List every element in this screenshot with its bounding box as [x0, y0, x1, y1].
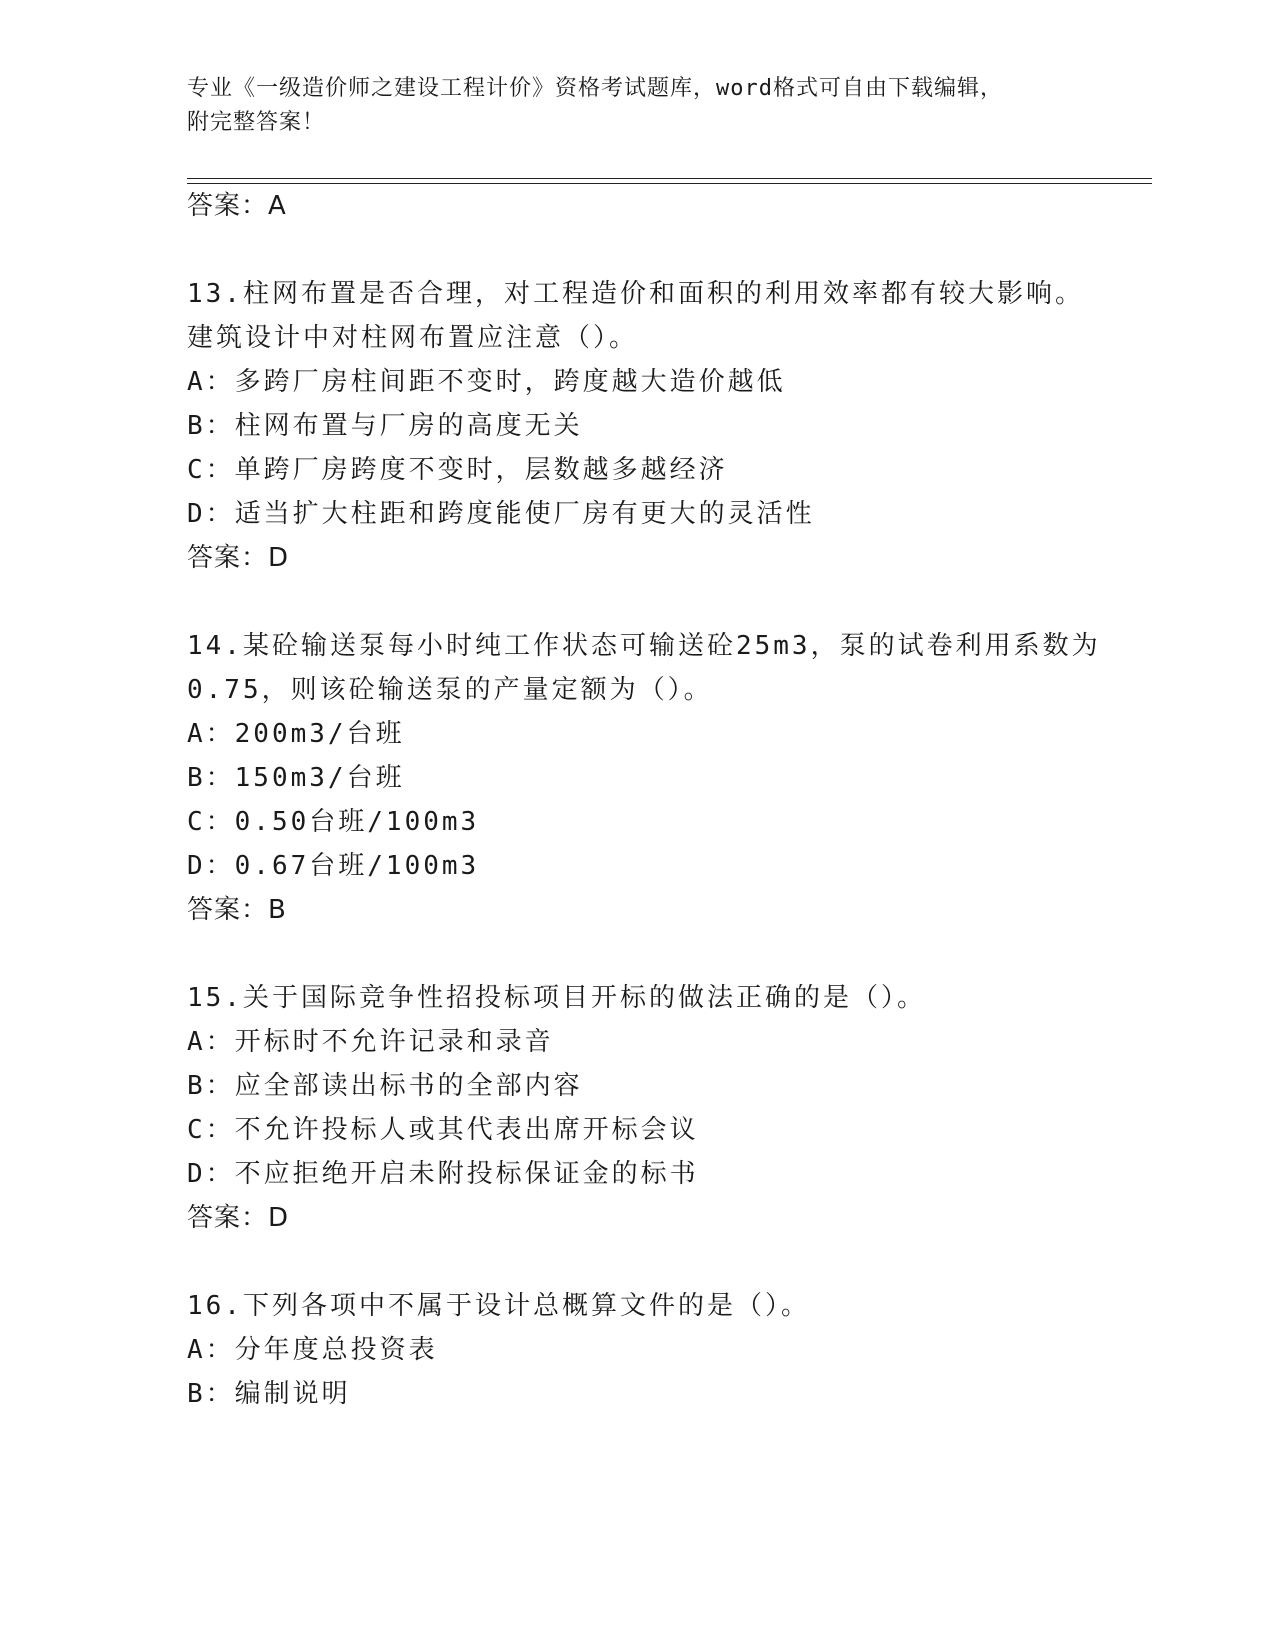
- question-15-stem: 15.关于国际竞争性招投标项目开标的做法正确的是（）。: [187, 983, 926, 1013]
- header-line-2: 附完整答案！: [187, 110, 326, 135]
- header-divider-top: [187, 178, 1152, 179]
- question-16-option-a: A：分年度总投资表: [187, 1335, 438, 1365]
- question-14-stem-line-1: 14.某砼输送泵每小时纯工作状态可输送砼25m3，泵的试卷利用系数为: [187, 631, 1101, 661]
- question-16-option-b: B：编制说明: [187, 1379, 351, 1409]
- question-14-option-a: A：200m3/台班: [187, 719, 405, 749]
- question-13-stem-line-2: 建筑设计中对柱网布置应注意（）。: [187, 323, 639, 353]
- question-15-option-a: A：开标时不允许记录和录音: [187, 1027, 554, 1057]
- question-13-option-b: B：柱网布置与厂房的高度无关: [187, 411, 583, 441]
- question-14-option-c: C：0.50台班/100m3: [187, 807, 480, 837]
- question-13-option-a: A：多跨厂房柱间距不变时，跨度越大造价越低: [187, 367, 786, 397]
- question-15-option-c: C：不允许投标人或其代表出席开标会议: [187, 1115, 699, 1145]
- question-14-option-b: B：150m3/台班: [187, 763, 405, 793]
- header-divider-bottom: [187, 183, 1152, 184]
- question-15-option-b: B：应全部读出标书的全部内容: [187, 1071, 583, 1101]
- answer-q14: 答案：B: [187, 895, 287, 925]
- header-line-1: 专业《一级造价师之建设工程计价》资格考试题库，word格式可自由下载编辑，: [187, 76, 1003, 101]
- question-14-stem-line-2: 0.75，则该砼输送泵的产量定额为（）。: [187, 675, 713, 705]
- question-13-stem-line-1: 13.柱网布置是否合理，对工程造价和面积的利用效率都有较大影响。: [187, 279, 1084, 309]
- answer-q13: 答案：D: [187, 543, 290, 573]
- question-14-option-d: D：0.67台班/100m3: [187, 851, 480, 881]
- answer-q12: 答案：A: [187, 191, 287, 221]
- question-13-option-c: C：单跨厂房跨度不变时，层数越多越经济: [187, 455, 728, 485]
- question-13-option-d: D：适当扩大柱距和跨度能使厂房有更大的灵活性: [187, 499, 815, 529]
- question-15-option-d: D：不应拒绝开启未附投标保证金的标书: [187, 1159, 699, 1189]
- question-16-stem: 16.下列各项中不属于设计总概算文件的是（）。: [187, 1291, 810, 1321]
- document-header: [187, 72, 1107, 140]
- answer-q15: 答案：D: [187, 1203, 290, 1233]
